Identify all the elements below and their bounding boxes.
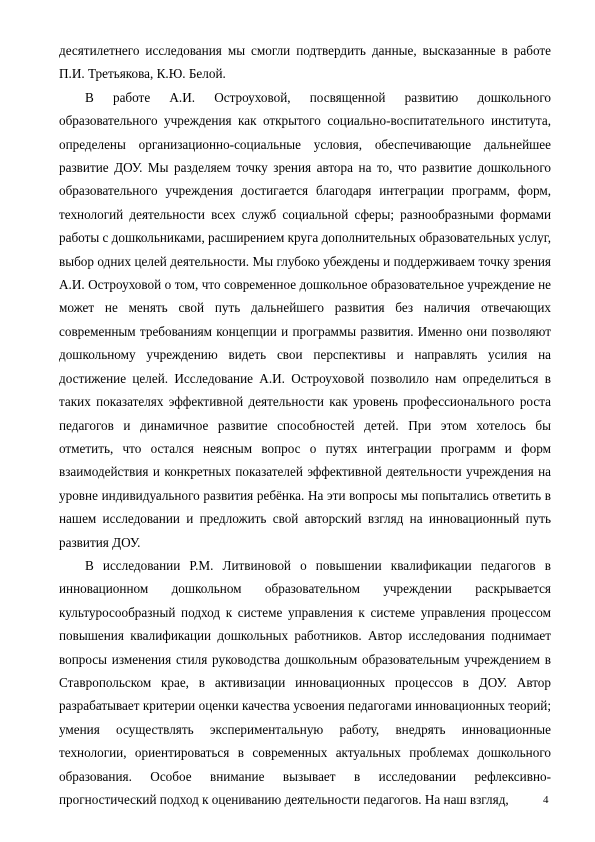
page-number: 4 bbox=[543, 794, 549, 806]
paragraph-ostroukhova: В работе А.И. Остроуховой, посвященной развитию дошкольного образовательного учреждения как открытого социально-воспитательного института, определены организационно-социальные условия, обеспечивающие дальнейшее развитие ДОУ. Мы разделяем точку зрения автора на то, что развитие дошкольного образовательного учреждения достигается благодаря интеграции программ, форм, технологий деятельности всех служб социальной сферы; разнообразными формами работы с дошкольниками, расширением круга дополнительных образовательных услуг, выбор одних целей деятельности. Мы глубоко убеждены и поддерживаем точку зрения А.И. Остроуховой о том, что современное дошкольное образовательное учреждение не может не менять свой путь дальнейшего развития без наличия отвечающих современным требованиям концепции и программы развития. Именно они позволяют дошкольному учреждению видеть свои перспективы и направлять усилия на достижение целей. Исследование А.И. Остроуховой позволило нам определиться в таких показателях эффективной деятельности как уровень профессионального роста педагогов и динамичное развитие способностей детей. При этом хотелось бы отметить, что остался неясным вопрос о путях интеграции программ и форм взаимодействия и конкретных показателей эффективной деятельности учреждения на уровне индивидуального развития ребёнка. На эти вопросы мы попытались ответить в нашем исследовании и предложить свой авторский взгляд на инновационный путь развития ДОУ. bbox=[59, 89, 551, 550]
body-text bbox=[59, 39, 551, 811]
paragraph-continuation: десятилетнего исследования мы смогли подтвердить данные, высказанные в работе П.И. Третьякова, К.Ю. Белой. bbox=[59, 43, 551, 82]
paragraph-litvinova: В исследовании Р.М. Литвиновой о повышении квалификации педагогов в инновационном дошкольном образовательном учреждении раскрывается культуросообразный подход к системе управления к системе управления процессом повышения квалификации дошкольных работников. Автор исследования поднимает вопросы изменения стиля руководства дошкольным образовательным учреждением в Ставропольском крае, в активизации инновационных процессов в ДОУ. Автор разрабатывает критерии оценки качества усвоения педагогами инновационных теорий; умения осуществлять экспериментальную работу, внедрять инновационные технологии, ориентироваться в современных актуальных проблемах дошкольного образования. Особое внимание вызывает в исследовании рефлексивно-прогностический подход к оцениванию деятельности педагогов. На наш взгляд, bbox=[59, 557, 551, 807]
